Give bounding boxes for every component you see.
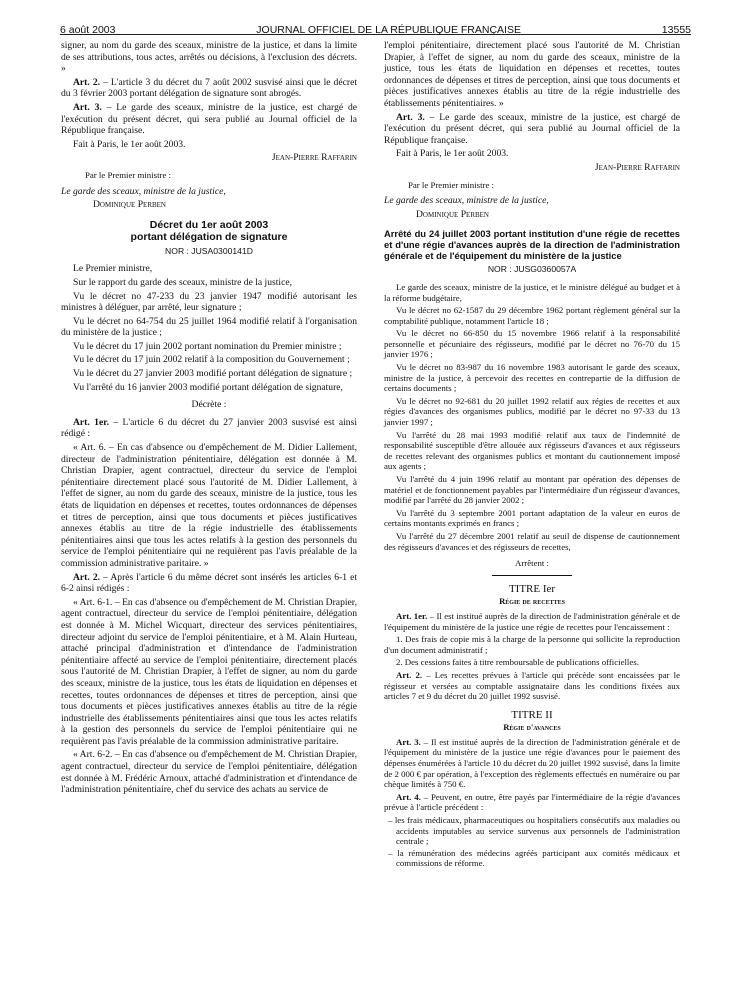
visa: Vu le décret no 62-1587 du 29 décembre 1962 portant règlement général sur la comptabilité publique, notamment l'article 18 ; bbox=[384, 305, 680, 326]
arretent: Arrêtent : bbox=[515, 558, 549, 569]
article-label: Art. 1er. bbox=[73, 416, 109, 428]
article-text: – Peuvent, en outre, être payés par l'intermédiaire de la régie d'avances prévue à l'article précédent : bbox=[384, 791, 681, 813]
article bbox=[61, 417, 357, 440]
minister-title: Le garde des sceaux, ministre de la justice, bbox=[61, 185, 226, 197]
article-text: – Le garde des sceaux, ministre de la justice, est chargé de l'exécution du présent décret, qui sera publié au Journal officiel de la République française. bbox=[384, 111, 680, 146]
quoted-article: « Art. 6-2. – En cas d'absence ou d'empêchement de M. Christian Drapier, agent contractuel, directeur du service de l'emploi pénitentiaire, délégation est donnée à M. Frédéric Arnoux, attaché d'administration et d'intendance de l'administration pénitentiaire, chef du service des achats au service de bbox=[61, 749, 357, 796]
nor-reference: NOR : JUSG0360057A bbox=[487, 264, 577, 275]
article bbox=[61, 102, 357, 137]
article-text: – Le garde des sceaux, ministre de la justice, est chargé de l'exécution du présent décret, qui sera publié au Journal officiel de la République française. bbox=[61, 101, 357, 137]
paragraph: signer, au nom du garde des sceaux, ministre de la justice, et dans la limite de ses attributions, tous actes, arrêtés ou décisions, à l'exclusion des décrets. » bbox=[61, 40, 357, 75]
visa: Sur le rapport du garde des sceaux, ministre de la justice, bbox=[73, 276, 292, 288]
decrete: Décrète : bbox=[191, 399, 227, 411]
visa: Vu l'arrêté du 3 septembre 2001 portant adaptation de la valeur en euros de certains montants exprimés en francs ; bbox=[384, 507, 680, 529]
visa: Le Premier ministre, bbox=[73, 263, 153, 275]
header-rule bbox=[60, 34, 691, 35]
minister-title: Le garde des sceaux, ministre de la justice, bbox=[384, 195, 549, 207]
visa: Vu l'arrêté du 16 janvier 2003 modifié portant délégation de signature, bbox=[73, 381, 343, 393]
article bbox=[384, 670, 680, 702]
visa: Vu l'arrêté du 4 juin 1996 relatif au montant par opération des dépenses de matériel et de fonctionnement payables par l'intermédiaire d'un régisseur d'avances, modifié par l'arrêté du 28 janvier 2002 ; bbox=[384, 474, 680, 506]
titre-subheading: Régie de recettes bbox=[499, 596, 565, 607]
article-label: Art. 1er. bbox=[396, 610, 428, 621]
article bbox=[384, 737, 680, 790]
minister-name: Dominique Perben bbox=[93, 199, 166, 211]
article-label: Art. 4. bbox=[396, 791, 421, 802]
article-text: – L'article 6 du décret du 27 janvier 2003 susvisé est ainsi rédigé : bbox=[61, 416, 357, 440]
article-label: Art. 2. bbox=[73, 571, 101, 583]
article bbox=[384, 112, 680, 147]
header-page-number: 13555 bbox=[661, 24, 691, 36]
paragraph: l'emploi pénitentiaire, directement placé sous l'autorité de M. Christian Drapier, à l'effet de signer, au nom du garde des sceaux, ministre de la justice, tous les états de liquidation en dépenses et recettes, toutes ordonnances de dépenses et titres de perception, ainsi que tous documents et pièces justificatives annexes établis au titre de la régie industrielle des établissements pénitentiaires. » bbox=[384, 40, 680, 109]
article-label: Art. 3. bbox=[396, 736, 421, 747]
page-header bbox=[60, 14, 691, 36]
visa: Vu le décret no 92-681 du 20 juillet 1992 relatif aux régies de recettes et aux régies d'avances des organismes publics, modifié par le décret no 97-33 du 13 janvier 1997 ; bbox=[384, 395, 680, 428]
article bbox=[384, 792, 680, 813]
list-item: 1. Des frais de copie mis à la charge de la personne qui sollicite la reproduction d'un document administratif ; bbox=[384, 634, 680, 655]
decree-title-line: Décret du 1er août 2003 bbox=[149, 218, 269, 231]
signature: Jean-Pierre Raffarin bbox=[594, 161, 680, 173]
titre-heading: TITRE Ier bbox=[508, 582, 556, 595]
right-column bbox=[384, 40, 680, 870]
visa: Le garde des sceaux, ministre de la justice, et le ministre délégué au budget et à la réforme budgétaire, bbox=[384, 281, 680, 303]
visa: Vu le décret no 66-850 du 15 novembre 1966 relatif à la responsabilité personnelle et pécuniaire des régisseurs, modifié par le décret no 76-70 du 15 janvier 1976 ; bbox=[384, 328, 680, 360]
visa: Vu le décret du 27 janvier 2003 modifié portant délégation de signature ; bbox=[73, 368, 353, 380]
list-item: 2. Des cessions faites à titre remboursable de publications officielles. bbox=[396, 657, 639, 668]
article-label: Art. 3. bbox=[396, 111, 425, 123]
visa: Vu l'arrêté du 28 mai 1993 modifié relatif aux taux de l'indemnité de responsabilité susceptible d'être allouée aux régisseurs d'avances et aux régisseurs de recettes relevant des organismes publics et montant du cautionnement imposé aux agents ; bbox=[384, 429, 680, 472]
visa: Vu le décret no 47-233 du 23 janvier 1947 modifié autorisant les ministres à déléguer, par arrêté, leur signature ; bbox=[61, 290, 357, 314]
article-label: Art. 2. bbox=[396, 669, 423, 680]
article bbox=[384, 611, 680, 632]
par-le-premier-ministre: Par le Premier ministre : bbox=[408, 179, 494, 190]
article-text: – Il est institué auprès de la direction de l'administration générale et de l'équipement du ministère de la justice une régie d'avances pour le paiement des dépenses énumérées à l'article 10 du décret du 20 juillet 1992 susvisé, dans la limite de 2 000 € par opération, à l'exception des règlements effectués en numéraire ou par chèque limités à 750 €. bbox=[384, 736, 680, 790]
signature: Jean-Pierre Raffarin bbox=[271, 152, 357, 164]
quoted-article: « Art. 6-1. – En cas d'absence ou d'empêchement de M. Christian Drapier, agent contractuel, directeur du service de l'emploi pénitentiaire, délégation est donnée à M. Michel Wicquart, directeur des services pénitentiaires, directeur adjoint du service de l'emploi pénitentiaire, et à M. Alain Hurteau, attaché principal d'administration et d'intendance de l'administration pénitentiaire affecté au service de l'emploi pénitentiaire, directement placés sous l'autorité de M. Christian Drapier, à l'effet de signer, au nom du garde des sceaux, ministre de la justice, tous les états de liquidation en dépenses et recettes, toutes ordonnances de dépenses et titres de perception, ainsi que tous documents et pièces justificatives annexes établis au titre de la régie industrielle des établissements pénitentiaires ainsi que tous les actes relatifs à la gestion des personnels du service de l'emploi pénitentiaire qui ne requièrent pas l'avis préalable de la commission administrative paritaire. bbox=[61, 596, 357, 747]
article-text: – Les recettes prévues à l'article qui précède sont encaissées par le régisseur et versées au comptable assignataire dans les conditions fixées aux articles 7 et 9 du décret du 20 juillet 1992 susvisé. bbox=[384, 669, 680, 702]
visa: Vu le décret no 83-987 du 16 novembre 1983 autorisant le garde des sceaux, ministre de la justice, à percevoir des recettes en contrepartie de la diffusion de certains documents ; bbox=[384, 362, 680, 394]
arrete-title: Arrêté du 24 juillet 2003 portant institution d'une régie de recettes et d'une régie d'avances auprès de la direction de l'administration générale et de l'équipement du ministère de la justice bbox=[384, 228, 680, 262]
list-item: – les frais médicaux, pharmaceutiques ou hospitaliers consécutifs aux maladies ou accidents imputables au service survenus aux personnels de l'administration centrale ; bbox=[396, 815, 680, 847]
header-journal-title: JOURNAL OFFICIEL DE LA RÉPUBLIQUE FRANÇAISE bbox=[256, 24, 521, 36]
article-text: – Il est institué auprès de la direction de l'administration générale et de l'équipement du ministère de la justice une régie de recettes pour l'encaissement : bbox=[384, 610, 680, 632]
article-text: – L'article 3 du décret du 7 août 2002 susvisé ainsi que le décret du 3 février 2003 portant délégation de signature sont abrogés. bbox=[61, 76, 357, 100]
quoted-article: « Art. 6. – En cas d'absence ou d'empêchement de M. Didier Lallement, directeur de l'administration pénitentiaire, délégation est donnée à M. Christian Drapier, agent contractuel, directeur du service de l'emploi pénitentiaire directement placé sous l'autorité de M. Didier Lallement, à l'effet de signer, au nom du garde des sceaux, ministre de la justice, tous les états de liquidation en dépenses et recettes, toutes ordonnances de dépenses et titres de perception, ainsi que tous documents et pièces justificatives annexes établis au titre de la régie industrielle des établissements pénitentiaires ainsi que tous les actes relatifs à la gestion des personnels du service de l'emploi pénitentiaire qui ne requièrent pas l'avis préalable de la commission administrative paritaire. » bbox=[61, 442, 357, 569]
header-date: 6 août 2003 bbox=[60, 24, 116, 36]
titre-subheading: Régie d'avances bbox=[503, 722, 561, 733]
visa: Vu le décret no 64-754 du 25 juillet 1964 modifié relatif à l'organisation du ministère de la justice ; bbox=[61, 315, 357, 339]
visas-block bbox=[384, 282, 680, 869]
article-label: Art. 2. bbox=[73, 76, 101, 88]
minister-name: Dominique Perben bbox=[416, 208, 489, 220]
article bbox=[61, 572, 357, 595]
bullet-list bbox=[384, 815, 680, 869]
list-item: – la rémunération des médecins agréés participant aux comités médicaux et commissions de réforme. bbox=[396, 848, 680, 869]
fait-a-paris: Fait à Paris, le 1er août 2003. bbox=[396, 148, 509, 160]
article bbox=[61, 77, 357, 100]
titre-heading: TITRE II bbox=[511, 708, 553, 721]
visa: Vu le décret du 17 juin 2002 relatif à la composition du Gouvernement ; bbox=[73, 354, 350, 366]
fait-a-paris: Fait à Paris, le 1er août 2003. bbox=[73, 138, 186, 150]
par-le-premier-ministre: Par le Premier ministre : bbox=[85, 169, 171, 180]
visa: Vu le décret du 17 juin 2002 portant nomination du Premier ministre ; bbox=[73, 340, 342, 352]
divider bbox=[492, 575, 572, 576]
article-text: – Après l'article 6 du même décret sont insérés les articles 6-1 et 6-2 ainsi rédigés : bbox=[61, 571, 357, 595]
article-label: Art. 3. bbox=[73, 101, 102, 113]
left-column bbox=[61, 40, 357, 798]
decree-title-line: portant délégation de signature bbox=[130, 230, 288, 243]
nor-reference: NOR : JUSA0300141D bbox=[165, 245, 253, 256]
decree-title bbox=[61, 219, 357, 243]
visa: Vu l'arrêté du 27 décembre 2001 relatif au seuil de dispense de cautionnement des régisseurs d'avances et des régisseurs de recettes, bbox=[384, 530, 680, 552]
